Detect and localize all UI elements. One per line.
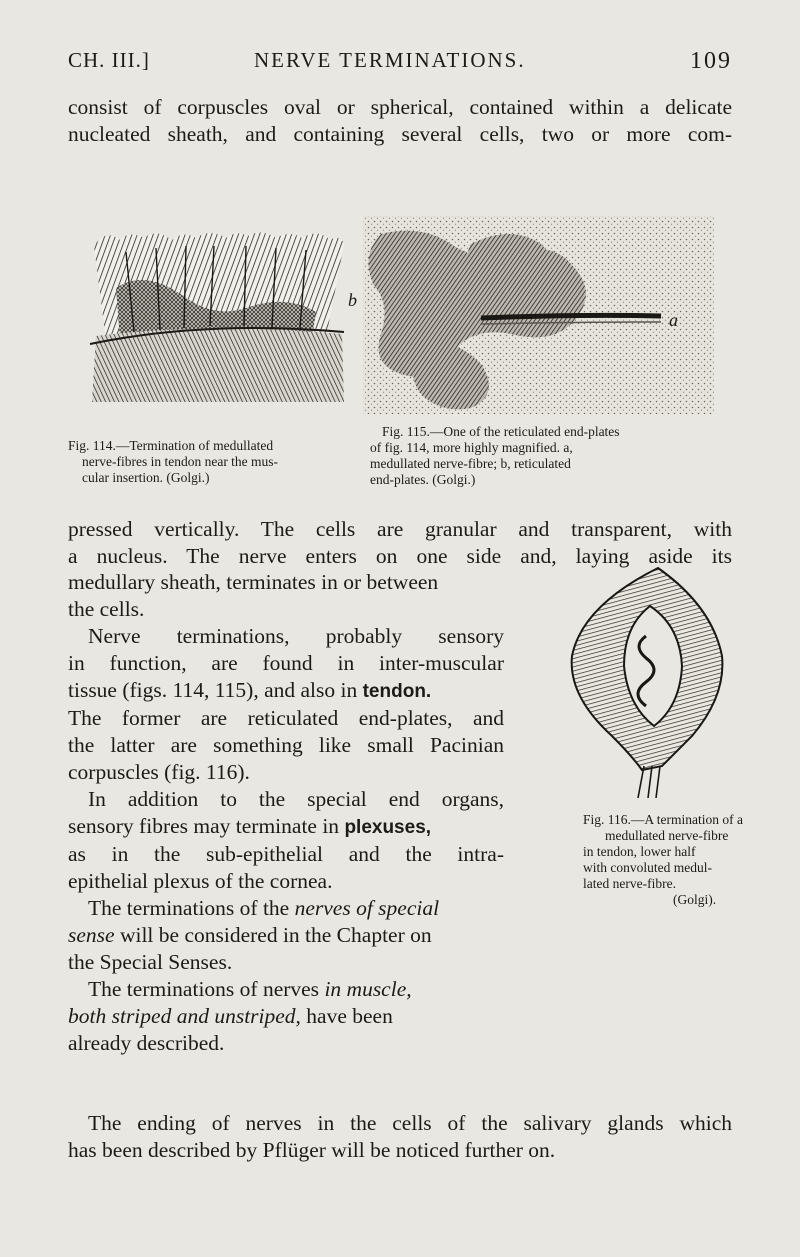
text-span: The terminations of nerves	[88, 977, 325, 1001]
body-paragraph-wrapped	[68, 569, 504, 1057]
fig116-illustration	[562, 566, 726, 798]
text-line	[68, 677, 504, 705]
text-line: epithelial plexus of the cornea.	[68, 869, 333, 893]
caption-line: cular insertion. (Golgi.)	[82, 470, 210, 485]
text-line: corpuscles (fig. 116).	[68, 760, 250, 784]
italic-term: in muscle,	[324, 977, 412, 1001]
text-line: pressed vertically. The cells are granular and transparent, with	[68, 517, 732, 541]
text-line: the cells.	[68, 597, 145, 621]
text-line	[68, 895, 504, 922]
running-header	[68, 48, 732, 78]
bold-term: tendon.	[362, 681, 432, 702]
text-line	[68, 976, 504, 1003]
fig116-caption	[583, 812, 743, 908]
text-span: will be considered in the Chapter on	[114, 923, 432, 947]
caption-line: Fig. 116.—A termination of a	[583, 812, 743, 827]
text-line: already described.	[68, 1031, 225, 1055]
bold-term: plexuses,	[344, 817, 432, 838]
text-line: has been described by Pflüger will be noticed further on.	[68, 1137, 556, 1162]
text-line: the latter are something like small Pacinian	[68, 733, 504, 757]
text-line: in function, are found in inter-muscular	[68, 651, 504, 675]
intro-paragraph	[68, 94, 732, 147]
body-paragraph-full-2	[68, 1110, 732, 1163]
fig115-illustration	[348, 214, 716, 416]
caption-line: with convoluted medul-	[583, 860, 712, 875]
label-b: b	[348, 290, 357, 310]
italic-term: nerves of special	[294, 896, 440, 920]
text-line: The former are reticulated end-plates, and	[68, 706, 504, 730]
running-title: NERVE TERMINATIONS.	[254, 48, 526, 72]
caption-line: Fig. 114.—Termination of medullated	[68, 438, 274, 453]
caption-line: Fig. 115.—One of the reticulated end-plates	[382, 424, 620, 439]
text-line: the Special Senses.	[68, 950, 233, 974]
text-line: medullary sheath, terminates in or between	[68, 570, 439, 594]
text-line: nucleated sheath, and containing several cells, two or more com-	[68, 121, 732, 146]
caption-line: (Golgi).	[673, 892, 717, 907]
body-paragraph-full-1	[68, 516, 732, 569]
caption-line: medullated nerve-fibre	[605, 828, 729, 843]
text-span: The terminations of the	[88, 896, 295, 920]
text-span: tissue (figs. 114, 115), and also in	[68, 678, 363, 702]
text-line: Nerve terminations, probably sensory	[88, 624, 504, 648]
text-span: have been	[300, 1004, 393, 1028]
text-line: a nucleus. The nerve enters on one side and, laying aside its	[68, 543, 732, 568]
text-line	[68, 922, 504, 949]
page-number: 109	[690, 48, 732, 74]
text-line: In addition to the special end organs,	[88, 787, 504, 811]
text-line: as in the sub-epithelial and the intra-	[68, 842, 504, 866]
text-span: sensory fibres may terminate in	[68, 814, 345, 838]
fig114-caption	[68, 438, 278, 486]
italic-term: both striped and unstriped,	[68, 1004, 301, 1028]
chapter-label: CH. III.]	[68, 48, 150, 72]
caption-line: medullated nerve-fibre; b, reticulated	[370, 456, 571, 471]
text-line	[68, 813, 504, 841]
caption-line: of fig. 114, more highly magnified. a,	[370, 440, 573, 455]
text-line: The ending of nerves in the cells of the salivary glands which	[88, 1111, 732, 1135]
text-line	[68, 1003, 504, 1030]
fig115-caption	[370, 424, 620, 488]
italic-term: sense	[68, 923, 115, 947]
caption-line: end-plates. (Golgi.)	[370, 472, 476, 487]
text-line: consist of corpuscles oval or spherical, contained within a delicate	[68, 95, 732, 119]
caption-line: lated nerve-fibre.	[583, 876, 676, 891]
caption-line: nerve-fibres in tendon near the mus-	[82, 454, 279, 469]
label-a: a	[669, 310, 678, 330]
fig114-illustration	[86, 228, 348, 402]
caption-line: in tendon, lower half	[583, 844, 696, 859]
